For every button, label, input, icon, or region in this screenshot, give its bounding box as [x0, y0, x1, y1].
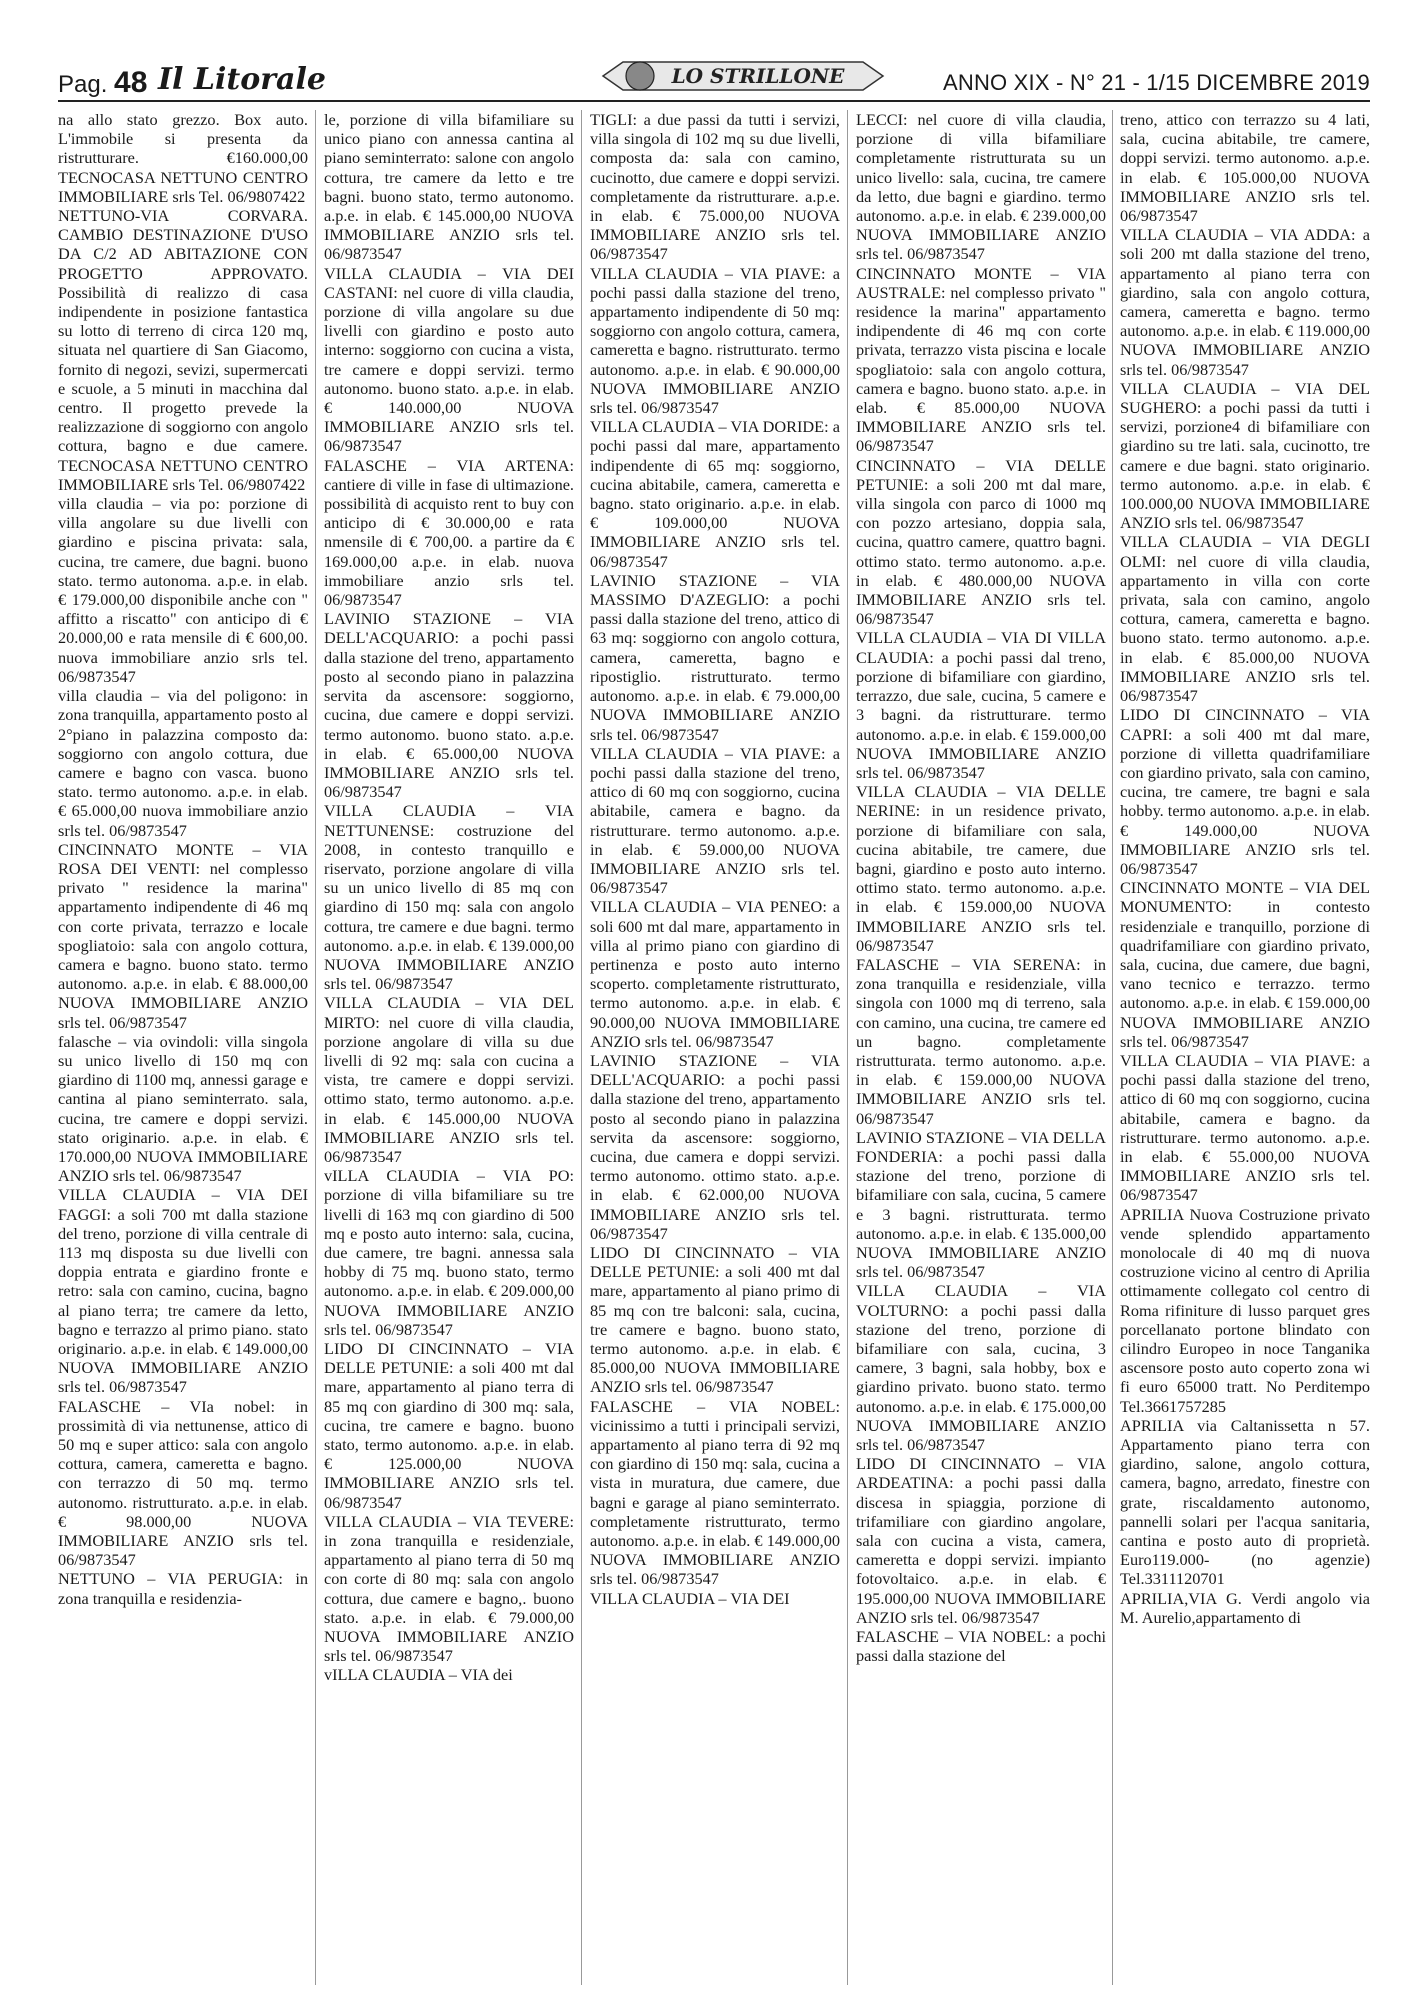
classified-ad: VILLA CLAUDIA – VIA PIAVE: a pochi passi dalla stazione del treno, appartamento indipendente di 50 mq: soggiorno con angolo cottura, camera, cameretta e bagno. ristrutturato. termo autonomo. a.p.e. in elab. € 90.000,00 NUOVA IMMOBILIARE ANZIO srls tel. 06/9873547: [590, 263, 840, 418]
column-divider: [1112, 110, 1113, 1985]
column-divider: [847, 110, 848, 1985]
page-header: [58, 60, 1370, 102]
column-5: [1120, 110, 1370, 1985]
page-number: [58, 66, 147, 100]
classified-ad: VILLA CLAUDIA – VIA PIAVE: a pochi passi dalla stazione del treno, attico di 60 mq con soggiorno, cucina abitabile, camera e bagno. da ristrutturare. termo autonomo. a.p.e. in elab. € 59.000,00 NUOVA IMMOBILIARE ANZIO srls tel. 06/9873547: [590, 743, 840, 898]
classified-ad: CINCINNATO MONTE – VIA ROSA DEI VENTI: nel complesso privato " residence la marina" appartamento indipendente di 46 mq con corte privata, terrazzo e locale spogliatoio: sala con angolo cottura, camera e bagno. buono stato. termo autonomo. a.p.e. in elab. € 88.000,00 NUOVA IMMOBILIARE ANZIO srls tel. 06/9873547: [58, 839, 308, 1032]
classified-ad: TIGLI: a due passi da tutti i servizi, villa singola di 102 mq su due livelli, composta da: sala con camino, cucinotto, due camere e doppi servizi. completamente da ristrutturare. a.p.e. in elab. € 75.000,00 NUOVA IMMOBILIARE ANZIO srls tel. 06/9873547: [590, 110, 840, 264]
column-1: [58, 110, 308, 1985]
classified-ad: LECCI: nel cuore di villa claudia, porzione di villa bifamiliare completamente ristrutturata su un unico livello: sala, cucina, tre camere da letto, due bagni e giardino. termo autonomo. a.p.e. in elab. € 239.000,00 NUOVA IMMOBILIARE ANZIO srls tel. 06/9873547: [856, 110, 1106, 264]
classified-ad: NETTUNO-VIA CORVARA. CAMBIO DESTINAZIONE D'USO DA C/2 AD ABITAZIONE CON PROGETTO APPROVATO. Possibilità di realizzo di casa indipendente in posizione fantastica su lotto di terreno di circa 120 mq, situata nel quartiere di San Giacomo, fornito di negozi, sevizi, supermercati e scuole, a 5 minuti in macchina dal centro. Il progetto prevede la realizzazione di soggiorno con angolo cottura, bagno e due camere. TECNOCASA NETTUNO CENTRO IMMOBILIARE srls Tel. 06/9807422: [58, 206, 308, 494]
classified-ad: CINCINNATO MONTE – VIA AUSTRALE: nel complesso privato " residence la marina" appartamento indipendente di 46 mq con corte privata, terrazzo vista piscina e locale spogliatoio: sala con angolo cottura, camera e bagno. buono stato. a.p.e. in elab. € 85.000,00 NUOVA IMMOBILIARE ANZIO srls tel. 06/9873547: [856, 263, 1106, 456]
issue-info: ANNO XIX - N° 21 - 1/15 DICEMBRE 2019: [942, 70, 1370, 95]
classified-ad: VILLA CLAUDIA – VIA DELLE NERINE: in un residence privato, porzione di bifamiliare con sala, cucina abitabile, tre camere, due bagni, giardino e posto auto interno. ottimo stato. termo autonomo. a.p.e. in elab. € 159.000,00 NUOVA IMMOBILIARE ANZIO srls tel. 06/9873547: [856, 782, 1106, 955]
classified-ad: vILLA CLAUDIA – VIA PO: porzione di villa bifamiliare su tre livelli di 163 mq con giardino di 500 mq e posto auto interno: sala, cucina, due camere, tre bagni. annessa sala hobby di 75 mq. buono stato, termo autonomo. a.p.e. in elab. € 209.000,00 NUOVA IMMOBILIARE ANZIO srls tel. 06/9873547: [324, 1166, 574, 1339]
classified-ad: VILLA CLAUDIA – VIA TEVERE: in zona tranquilla e residenziale, appartamento al piano terra di 50 mq con corte di 80 mq: sala con angolo cottura, due camere e bagno,. buono stato. a.p.e. in elab. € 79.000,00 NUOVA IMMOBILIARE ANZIO srls tel. 06/9873547: [324, 1511, 574, 1666]
classified-ad: LIDO DI CINCINNATO – VIA DELLE PETUNIE: a soli 400 mt dal mare, appartamento al piano primo di 85 mq con tre balconi: sala, cucina, tre camere e bagno. buono stato, termo autonomo. a.p.e. in elab. € 85.000,00 NUOVA IMMOBILIARE ANZIO srls tel. 06/9873547: [590, 1242, 840, 1397]
classified-ad: LIDO DI CINCINNATO – VIA ARDEATINA: a pochi passi dalla discesa in spiaggia, porzione di trifamiliare con giardino angolare, sala con cucina a vista, camera, cameretta e doppi servizi. impianto fotovoltaico. a.p.e. in elab. € 195.000,00 NUOVA IMMOBILIARE ANZIO srls tel. 06/9873547: [856, 1454, 1106, 1627]
classified-ad: villa claudia – via po: porzione di villa angolare su due livelli con giardino e piscina privata: sala, cucina, tre camere, due bagni. buono stato. termo autonoma. a.p.e. in elab. € 179.000,00 disponibile anche con " affitto a riscatto" con anticipo di € 20.000,00 e rata mensile di € 600,00. nuova immobiliare anzio srls tel. 06/9873547: [58, 494, 308, 686]
classified-ad: VILLA CLAUDIA – VIA NETTUNENSE: costruzione del 2008, in contesto tranquillo e riservato, porzione angolare di villa su un unico livello di 85 mq con giardino di 150 mq: sala con angolo cottura, tre camere e due bagni. termo autonomo. a.p.e. in elab. € 139.000,00 NUOVA IMMOBILIARE ANZIO srls tel. 06/9873547: [324, 801, 574, 994]
column-3: [590, 110, 840, 1985]
classified-ad: LIDO DI CINCINNATO – VIA CAPRI: a soli 400 mt dal mare, porzione di villetta quadrifamiliare con giardino privato, sala con camino, cucina, tre camere, tre bagni e sala hobby. termo autonomo. a.p.e. in elab. € 149.000,00 NUOVA IMMOBILIARE ANZIO srls tel. 06/9873547: [1120, 705, 1370, 878]
classified-ad: LAVINIO STAZIONE – VIA DELLA FONDERIA: a pochi passi dalla stazione del treno, porzione di bifamiliare con sala, cucina, 5 camere e 3 bagni. ristrutturata. termo autonomo. a.p.e. in elab. € 135.000,00 NUOVA IMMOBILIARE ANZIO srls tel. 06/9873547: [856, 1127, 1106, 1282]
classifieds-columns: [58, 110, 1370, 1985]
classified-ad: LAVINIO STAZIONE – VIA MASSIMO D'AZEGLIO: a pochi passi dalla stazione del treno, attico di 63 mq: soggiorno con angolo cottura, camera, cameretta, bagno e ripostiglio. ristrutturato. termo autonomo. a.p.e. in elab. € 79.000,00 NUOVA IMMOBILIARE ANZIO srls tel. 06/9873547: [590, 570, 840, 744]
column-divider: [315, 110, 316, 1985]
column-2: [324, 110, 574, 1985]
classified-ad: VILLA CLAUDIA – VIA PIAVE: a pochi passi dalla stazione del treno, attico di 60 mq con soggiorno, cucina abitabile, camera e bagno. da ristrutturare. termo autonomo. a.p.e. in elab. € 55.000,00 NUOVA IMMOBILIARE ANZIO srls tel. 06/9873547: [1120, 1050, 1370, 1205]
column-4: [856, 110, 1106, 1985]
classified-ad: VILLA CLAUDIA – VIA DI VILLA CLAUDIA: a pochi passi dal treno, porzione di bifamiliare con giardino, terrazzo, due sale, cucina, 5 camere e 3 bagni. da ristrutturare. termo autonomo. a.p.e. in elab. € 159.000,00 NUOVA IMMOBILIARE ANZIO srls tel. 06/9873547: [856, 628, 1106, 782]
classified-ad: LAVINIO STAZIONE – VIA DELL'ACQUARIO: a pochi passi dalla stazione del treno, appartamento posto al secondo piano in palazzina servita da ascensore: soggiorno, cucina, due camere e doppi servizi. termo autonomo. buono stato. a.p.e. in elab. € 65.000,00 NUOVA IMMOBILIARE ANZIO srls tel. 06/9873547: [324, 609, 574, 802]
classified-ad: APRILIA Nuova Costruzione privato vende splendido appartamento monolocale di 40 mq di nuova costruzione vicino al centro di Aprilia ottimamente collegato col centro di Roma rifiniture di lusso parquet gres porcellanato portone blindato con cilindro Europeo in noce Tanganika ascensore posto auto coperto zona wi fi euro 65000 tratt. No Perditempo Tel.3661757285: [1120, 1204, 1370, 1416]
lo-strillone-logo: [598, 56, 888, 96]
newspaper-title: Il Litorale: [158, 62, 326, 97]
classified-ad: APRILIA,VIA G. Verdi angolo via M. Aurelio,appartamento di: [1120, 1588, 1370, 1627]
classified-ad: VILLA CLAUDIA – VIA VOLTURNO: a pochi passi dalla stazione del treno, porzione di bifamiliare con sala, cucina, 3 camere, 3 bagni, sala hobby, box e giardino privato. buono stato. termo autonomo. a.p.e. in elab. € 175.000,00 NUOVA IMMOBILIARE ANZIO srls tel. 06/9873547: [856, 1281, 1106, 1455]
classified-ad: FALASCHE – VIA NOBEL: vicinissimo a tutti i principali servizi, appartamento al piano terra di 92 mq con giardino di 150 mq: sala, cucina a vista in muratura, due camere, due bagni e garage al piano seminterrato. completamente ristrutturato, termo autonomo. a.p.e. in elab. € 149.000,00 NUOVA IMMOBILIARE ANZIO srls tel. 06/9873547: [590, 1396, 840, 1589]
classified-ad: CINCINNATO MONTE – VIA DEL MONUMENTO: in contesto residenziale e tranquillo, porzione di quadrifamiliare con giardino privato, sala, cucina, due camere, due bagni, vano tecnico e terrazzo. termo autonomo. a.p.e. in elab. € 159.000,00 NUOVA IMMOBILIARE ANZIO srls tel. 06/9873547: [1120, 878, 1370, 1051]
classified-ad: VILLA CLAUDIA – VIA DEGLI OLMI: nel cuore di villa claudia, appartamento in villa con corte privata, sala con camino, angolo cottura, camera, cameretta e bagno. buono stato. termo autonomo. a.p.e. in elab. € 85.000,00 NUOVA IMMOBILIARE ANZIO srls tel. 06/9873547: [1120, 532, 1370, 706]
classified-ad: VILLA CLAUDIA – VIA DEL MIRTO: nel cuore di villa claudia, porzione angolare di villa su due livelli di 92 mq: sala con cucina a vista, tre camere e doppi servizi. ottimo stato, termo autonomo. a.p.e. in elab. € 145.000,00 NUOVA IMMOBILIARE ANZIO srls tel. 06/9873547: [324, 993, 574, 1166]
classified-ad: VILLA CLAUDIA – VIA PENEO: a soli 600 mt dal mare, appartamento in villa al primo piano con giardino di pertinenza e posto auto interno scoperto. completamente ristrutturato, termo autonomo. a.p.e. in elab. € 90.000,00 NUOVA IMMOBILIARE ANZIO srls tel. 06/9873547: [590, 897, 840, 1051]
classified-ad: VILLA CLAUDIA – VIA ADDA: a soli 200 mt dalla stazione del treno, appartamento al piano terra con giardino, sala con angolo cottura, camera, cameretta e bagno. termo autonomo. a.p.e. in elab. € 119.000,00 NUOVA IMMOBILIARE ANZIO srls tel. 06/9873547: [1120, 225, 1370, 379]
classified-ad: NETTUNO – VIA PERUGIA: in zona tranquilla e residenzia-: [58, 1569, 308, 1608]
classified-ad: falasche – via ovindoli: villa singola su unico livello di 150 mq con giardino di 1100 mq, annessi garage e cantina al piano seminterrato. sala, cucina, tre camere e doppi servizi. stato originario. a.p.e. in elab. € 170.000,00 NUOVA IMMOBILIARE ANZIO srls tel. 06/9873547: [58, 1031, 308, 1186]
classified-ad: CINCINNATO – VIA DELLE PETUNIE: a soli 200 mt dal mare, villa singola con parco di 1000 mq con pozzo artesiano, doppia sala, cucina, quattro camere, quattro bagni. ottimo stato. termo autonomo. a.p.e. in elab. € 480.000,00 NUOVA IMMOBILIARE ANZIO srls tel. 06/9873547: [856, 455, 1106, 629]
classified-ad: FALASCHE – VIA SERENA: in zona tranquilla e residenziale, villa singola con 1000 mq di terreno, sala con camino, una cucina, tre camere ed un bagno. completamente ristrutturata. termo autonomo. a.p.e. in elab. € 159.000,00 NUOVA IMMOBILIARE ANZIO srls tel. 06/9873547: [856, 954, 1106, 1128]
classified-ad: LIDO DI CINCINNATO – VIA DELLE PETUNIE: a soli 400 mt dal mare, appartamento al piano terra di 85 mq con giardino di 300 mq: sala, cucina, tre camere e bagno. buono stato, termo autonomo. a.p.e. in elab. € 125.000,00 NUOVA IMMOBILIARE ANZIO srls tel. 06/9873547: [324, 1339, 574, 1512]
classified-ad: LAVINIO STAZIONE – VIA DELL'ACQUARIO: a pochi passi dalla stazione del treno, appartamento posto al secondo piano in palazzina servita da ascensore: soggiorno, cucina, due camera e doppi servizi. termo autonomo. ottimo stato. a.p.e. in elab. € 62.000,00 NUOVA IMMOBILIARE ANZIO srls tel. 06/9873547: [590, 1050, 840, 1243]
classified-ad: FALASCHE – VIa nobel: in prossimità di via nettunense, attico di 50 mq e super attico: sala con angolo cottura, camera, cameretta e bagno. con terrazzo di 50 mq. termo autonomo. ristrutturato. a.p.e. in elab. € 98.000,00 NUOVA IMMOBILIARE ANZIO srls tel. 06/9873547: [58, 1396, 308, 1570]
classified-ad: FALASCHE – VIA NOBEL: a pochi passi dalla stazione del: [856, 1627, 1106, 1666]
classified-ad: VILLA CLAUDIA – VIA DORIDE: a pochi passi dal mare, appartamento indipendente di 65 mq: soggiorno, cucina abitabile, camera, cameretta e bagno. stato originario. a.p.e. in elab. € 109.000,00 NUOVA IMMOBILIARE ANZIO srls tel. 06/9873547: [590, 417, 840, 571]
classified-ad: le, porzione di villa bifamiliare su unico piano con annessa cantina al piano seminterrato: salone con angolo cottura, tre camere da letto e tre bagni. buono stato, termo autonomo. a.p.e. in elab. € 145.000,00 NUOVA IMMOBILIARE ANZIO srls tel. 06/9873547: [324, 110, 574, 264]
page-label: Pag.: [58, 71, 108, 98]
classified-ad: FALASCHE – VIA ARTENA: cantiere di ville in fase di ultimazione. possibilità di acquisto rent to buy con anticipo di € 30.000,00 e rata nmensile di € 700,00. a partire da € 169.000,00 a.p.e. in elab. nuova immobiliare anzio srls tel. 06/9873547: [324, 455, 574, 610]
classified-ad: vILLA CLAUDIA – VIA dei: [324, 1665, 513, 1685]
classified-ad: VILLA CLAUDIA – VIA DEL SUGHERO: a pochi passi da tutti i servizi, porzione4 di bifamiliare con giardino su tre lati. sala, cucinotto, tre camere e due bagni. stato originario. termo autonomo. a.p.e. in elab. € 100.000,00 NUOVA IMMOBILIARE ANZIO srls tel. 06/9873547: [1120, 378, 1370, 533]
column-divider: [581, 110, 582, 1985]
classified-ad: na allo stato grezzo. Box auto. L'immobile si presenta da ristrutturare. €160.000,00 TECNOCASA NETTUNO CENTRO IMMOBILIARE srls Tel. 06/9807422: [58, 110, 308, 206]
classified-ad: villa claudia – via del poligono: in zona tranquilla, appartamento posto al 2°piano in palazzina composto da: soggiorno con angolo cottura, due camere e bagno con vasca. buono stato. termo autonomo. a.p.e. in elab. € 65.000,00 nuova immobiliare anzio srls tel. 06/9873547: [58, 686, 308, 840]
logo-text: LO STRILLONE: [671, 64, 845, 88]
classified-ad: APRILIA via Caltanissetta n 57. Appartamento piano terra con giardino, salone, angolo cottura, camera, bagno, arredato, finestre con grate, riscaldamento autonomo, pannelli solari per l'acqua sanitaria, cantina e posto auto di proprietà. Euro119.000- (no agenzie) Tel.3311120701: [1120, 1415, 1370, 1589]
classified-ad: treno, attico con terrazzo su 4 lati, sala, cucina abitabile, tre camere, doppi servizi. termo autonomo. a.p.e. in elab. € 105.000,00 NUOVA IMMOBILIARE ANZIO srls tel. 06/9873547: [1120, 110, 1370, 226]
classified-ad: VILLA CLAUDIA – VIA DEI CASTANI: nel cuore di villa claudia, porzione di villa angolare su due livelli con giardino e posto auto interno: soggiorno con cucina a vista, tre camere e doppi servizi. termo autonomo. buono stato. a.p.e. in elab. € 140.000,00 NUOVA IMMOBILIARE ANZIO srls tel. 06/9873547: [324, 263, 574, 456]
page-number-value: 48: [114, 66, 148, 99]
classified-ad: VILLA CLAUDIA – VIA DEI: [590, 1588, 790, 1608]
classified-ad: VILLA CLAUDIA – VIA DEI FAGGI: a soli 700 mt dalla stazione del treno, porzione di villa centrale di 113 mq disposta su due livelli con doppia entrata e giardino fronte e retro: sala con camino, cucina, bagno al piano terra; tre camere da letto, bagno e terrazzo al primo piano. stato originario. a.p.e. in elab. € 149.000,00 NUOVA IMMOBILIARE ANZIO srls tel. 06/9873547: [58, 1185, 308, 1397]
